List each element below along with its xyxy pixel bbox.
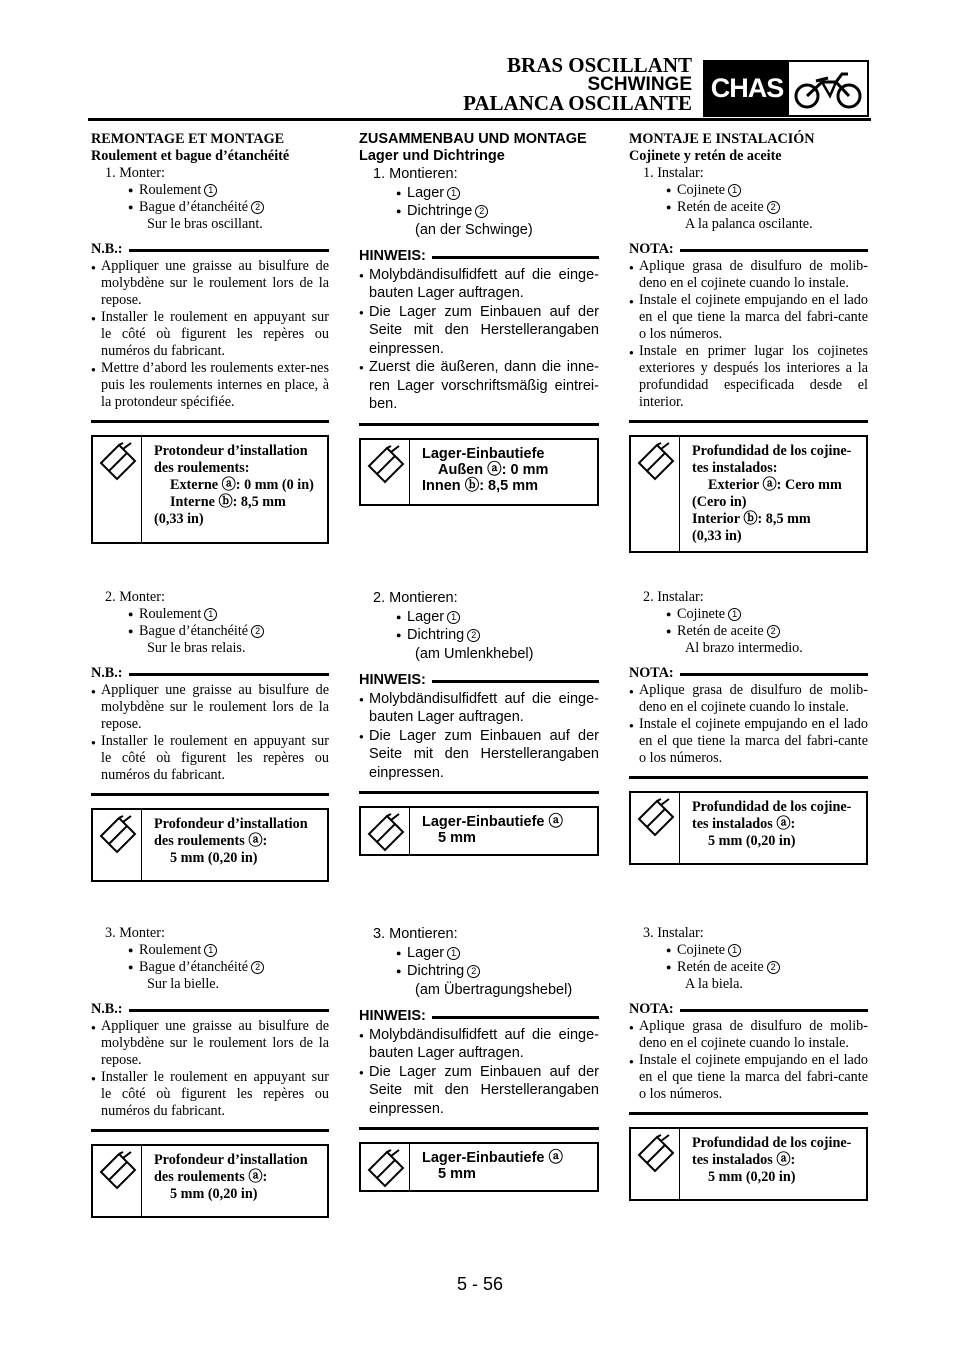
wrench-icon: [631, 1129, 680, 1199]
list-item: ● Roulement 1: [91, 942, 329, 959]
note-bullet: ● Aplique grasa de disulfuro de molib-deno en el cojinete cuando lo instale.: [629, 682, 868, 716]
note-bullet: ● Aplique grasa de disulfuro de molib-deno en el cojinete cuando lo instale.: [629, 1018, 868, 1052]
section-3-french: [91, 925, 329, 1218]
list-item: ● Roulement 1: [91, 606, 329, 623]
spec-line: (0,33 in): [692, 528, 742, 544]
note-bullet: ● Instale el cojinete empujando en el lado en el que tiene la marca del fabri-cante o los números.: [629, 716, 868, 767]
spec-line: des roulements:: [154, 460, 250, 476]
spec-box: [359, 1142, 599, 1192]
spec-line: Lager-Einbautiefe ⓐ: [422, 814, 563, 830]
section-1-german: [359, 131, 599, 506]
list-item: ● Dichtringe 2: [359, 202, 599, 221]
location-text: (am Übertragungshebel): [415, 981, 573, 998]
spec-box: [629, 435, 868, 553]
section-heading: ZUSAMMENBAU UND MONTAGE: [359, 131, 587, 147]
list-item: ● Bague d’étanchéité 2: [91, 623, 329, 640]
list-item: ● Dichtring 2: [359, 962, 599, 981]
note-header: NOTA:: [629, 241, 868, 258]
spec-box: [629, 791, 868, 865]
wrench-icon: [93, 437, 142, 542]
list-item: ● Lager 1: [359, 608, 599, 627]
note-end-rule: [91, 1129, 329, 1132]
spec-line: Externe ⓐ: 0 mm (0 in): [170, 477, 314, 493]
spec-line: Profundidad de los cojine-: [692, 799, 852, 815]
spec-box: [359, 438, 599, 506]
wrench-icon: [93, 1146, 142, 1216]
location-text: Sur le bras oscillant.: [147, 216, 263, 232]
spec-box: [91, 435, 329, 544]
list-item: ● Cojinete 1: [629, 942, 868, 959]
section-subheading: Roulement et bague d’étanchéité: [91, 148, 290, 164]
spec-line: Profondeur d’installation: [154, 1152, 308, 1168]
step-label: 1. Montieren:: [373, 166, 458, 182]
note-bullet: ● Instale el cojinete empujando en el lado en el que tiene la marca del fabri-cante o los números.: [629, 292, 868, 343]
section-2-spanish: [629, 589, 868, 865]
chapter-label: CHAS: [705, 62, 789, 115]
note-end-rule: [91, 420, 329, 423]
location-text: A la biela.: [685, 976, 743, 992]
note-bullet: ● Die Lager zum Einbauen auf der Seite mit den Herstellerangaben einpressen.: [359, 727, 599, 783]
note-bullet: ● Molybdändisulfidfett auf die einge-bauten Lager auftragen.: [359, 266, 599, 303]
section-heading: MONTAJE E INSTALACIÓN: [629, 131, 815, 147]
section-heading: REMONTAGE ET MONTAGE: [91, 131, 285, 147]
motorcycle-icon: [789, 62, 867, 115]
note-bullet: ● Die Lager zum Einbauen auf der Seite mit den Herstellerangaben einpressen.: [359, 1063, 599, 1119]
spec-line: 5 mm (0,20 in): [708, 833, 796, 849]
note-header: NOTA:: [629, 1001, 868, 1018]
spec-line: Innen ⓑ: 8,5 mm: [422, 477, 539, 494]
note-header: HINWEIS:: [359, 671, 599, 690]
title-spanish: PALANCA OSCILANTE: [463, 91, 692, 115]
section-subheading: Cojinete y retén de aceite: [629, 148, 782, 164]
note-bullet: ● Mettre d’abord les roulements exter-nes puis les roulements internes en place, à la protondeur spécifiée.: [91, 360, 329, 411]
spec-line: (Cero in): [692, 494, 747, 510]
location-text: Al brazo intermedio.: [685, 640, 803, 656]
note-bullet: ● Molybdändisulfidfett auf die einge-bauten Lager auftragen.: [359, 1026, 599, 1063]
step-label: 2. Montieren:: [373, 590, 458, 606]
note-bullet: ● Instale el cojinete empujando en el lado en el que tiene la marca del fabri-cante o los números.: [629, 1052, 868, 1103]
note-header: HINWEIS:: [359, 1007, 599, 1026]
spec-line: tes instalados ⓐ:: [692, 1152, 796, 1168]
note-header: N.B.:: [91, 241, 329, 258]
spec-line: Protondeur d’installation: [154, 443, 308, 459]
section-subheading: Lager und Dichtringe: [359, 148, 505, 164]
spec-line: 5 mm (0,20 in): [170, 850, 258, 866]
note-end-rule: [91, 793, 329, 796]
note-header: HINWEIS:: [359, 247, 599, 266]
note-bullet: ● Appliquer une graisse au bisulfure de molybdène sur le roulement lors de la repose.: [91, 682, 329, 733]
note-bullet: ● Installer le roulement en appuyant sur le côté où figurent les repères ou numéros du fabricant.: [91, 309, 329, 360]
list-item: ● Cojinete 1: [629, 606, 868, 623]
location-text: Sur la bielle.: [147, 976, 220, 992]
list-item: ● Bague d’étanchéité 2: [91, 199, 329, 216]
note-end-rule: [359, 423, 599, 426]
note-bullet: ● Installer le roulement en appuyant sur le côté où figurent les repères ou numéros du fabricant.: [91, 733, 329, 784]
note-end-rule: [359, 791, 599, 794]
list-item: ● Cojinete 1: [629, 182, 868, 199]
wrench-icon: [361, 440, 410, 504]
location-text: Sur le bras relais.: [147, 640, 246, 656]
list-item: ● Lager 1: [359, 944, 599, 963]
note-bullet: ● Zuerst die äußeren, dann die inne-ren Lager vorschriftsmäßig eintrei-ben.: [359, 358, 599, 414]
section-3-spanish: [629, 925, 868, 1201]
spec-line: Profondeur d’installation: [154, 816, 308, 832]
note-header: N.B.:: [91, 665, 329, 682]
step-label: 3. Monter:: [105, 925, 165, 941]
list-item: ● Roulement 1: [91, 182, 329, 199]
spec-line: (0,33 in): [154, 511, 204, 527]
spec-line: tes instalados ⓐ:: [692, 816, 796, 832]
step-label: 3. Montieren:: [373, 926, 458, 942]
note-end-rule: [629, 1112, 868, 1115]
note-end-rule: [629, 776, 868, 779]
list-item: ● Retén de aceite 2: [629, 199, 868, 216]
list-item: ● Retén de aceite 2: [629, 623, 868, 640]
wrench-icon: [631, 437, 680, 551]
list-item: ● Retén de aceite 2: [629, 959, 868, 976]
note-header: N.B.:: [91, 1001, 329, 1018]
spec-line: Lager-Einbautiefe: [422, 445, 545, 462]
spec-line: Lager-Einbautiefe ⓐ: [422, 1150, 563, 1166]
step-label: 3. Instalar:: [643, 925, 704, 941]
section-2-french: [91, 589, 329, 882]
spec-line: Profundidad de los cojine-: [692, 443, 852, 459]
step-label: 2. Monter:: [105, 589, 165, 605]
header-rule: [88, 118, 871, 121]
note-end-rule: [629, 420, 868, 423]
note-bullet: ● Instale en primer lugar los cojinetes exteriores y después los interiores a la profundidad especificada desde el interior.: [629, 343, 868, 411]
section-1-french: [91, 131, 329, 544]
note-bullet: ● Aplique grasa de disulfuro de molib-deno en el cojinete cuando lo instale.: [629, 258, 868, 292]
spec-line: tes instalados:: [692, 460, 778, 476]
wrench-icon: [93, 810, 142, 880]
step-label: 1. Monter:: [105, 165, 165, 181]
spec-box: [91, 1144, 329, 1218]
location-text: (an der Schwinge): [415, 221, 533, 238]
spec-line: Interior ⓑ: 8,5 mm: [692, 511, 811, 527]
wrench-icon: [361, 808, 410, 854]
location-text: (am Umlenkhebel): [415, 645, 534, 662]
spec-box: [91, 808, 329, 882]
title-french: BRAS OSCILLANT: [507, 53, 692, 77]
note-end-rule: [359, 1127, 599, 1130]
list-item: ● Dichtring 2: [359, 626, 599, 645]
spec-line: Exterior ⓐ: Cero mm: [708, 477, 842, 493]
section-2-german: [359, 589, 599, 856]
spec-line: des roulements ⓐ:: [154, 1169, 268, 1185]
list-item: ● Bague d’étanchéité 2: [91, 959, 329, 976]
location-text: A la palanca oscilante.: [685, 216, 813, 232]
step-label: 1. Instalar:: [643, 165, 704, 181]
note-bullet: ● Molybdändisulfidfett auf die einge-bauten Lager auftragen.: [359, 690, 599, 727]
spec-line: 5 mm (0,20 in): [708, 1169, 796, 1185]
spec-box: [629, 1127, 868, 1201]
spec-line: 5 mm: [438, 830, 476, 846]
spec-line: Interne ⓑ: 8,5 mm: [170, 494, 286, 510]
spec-line: 5 mm: [438, 1166, 476, 1182]
wrench-icon: [631, 793, 680, 863]
page-number: 5 - 56: [456, 1274, 504, 1294]
list-item: ● Lager 1: [359, 184, 599, 203]
spec-line: 5 mm (0,20 in): [170, 1186, 258, 1202]
section-1-spanish: [629, 131, 868, 553]
title-german: SCHWINGE: [587, 74, 692, 95]
chapter-badge: [703, 60, 869, 117]
note-bullet: ● Installer le roulement en appuyant sur le côté où figurent les repères ou numéros du fabricant.: [91, 1069, 329, 1120]
step-label: 2. Instalar:: [643, 589, 704, 605]
header-titles: [463, 53, 692, 115]
note-bullet: ● Die Lager zum Einbauen auf der Seite mit den Herstellerangaben einpressen.: [359, 303, 599, 359]
note-bullet: ● Appliquer une graisse au bisulfure de molybdène sur le roulement lors de la repose.: [91, 1018, 329, 1069]
spec-line: Profundidad de los cojine-: [692, 1135, 852, 1151]
spec-box: [359, 806, 599, 856]
note-bullet: ● Appliquer une graisse au bisulfure de molybdène sur le roulement lors de la repose.: [91, 258, 329, 309]
wrench-icon: [361, 1144, 410, 1190]
note-header: NOTA:: [629, 665, 868, 682]
section-3-german: [359, 925, 599, 1192]
spec-line: Außen ⓐ: 0 mm: [438, 461, 549, 478]
spec-line: des roulements ⓐ:: [154, 833, 268, 849]
